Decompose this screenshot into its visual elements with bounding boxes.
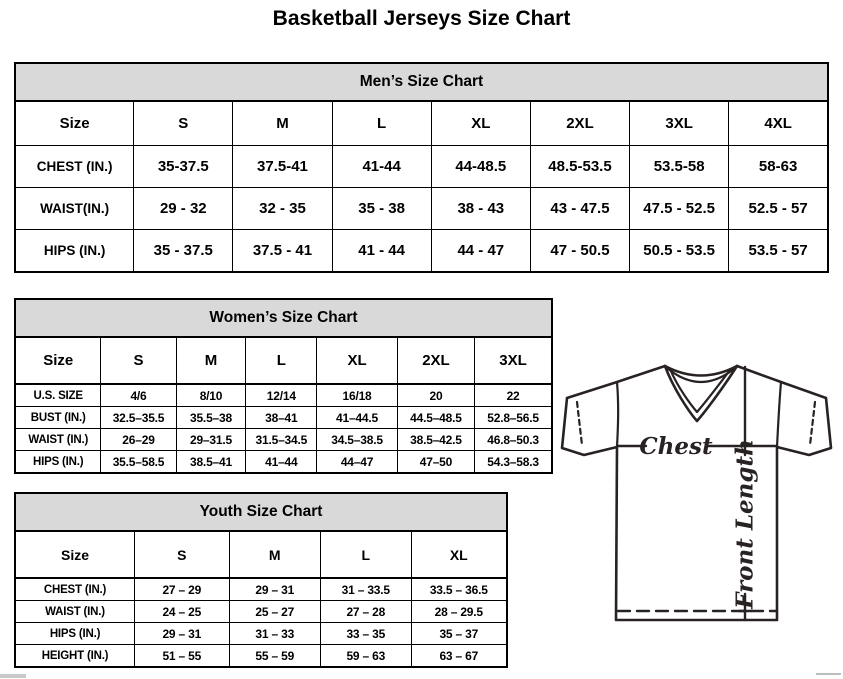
size-value-cell: 47 - 50.5	[530, 230, 629, 273]
row-label: HIPS (IN.)	[15, 623, 135, 645]
size-value-cell: 38.5–41	[176, 451, 246, 474]
size-value-cell: 59 – 63	[321, 645, 412, 668]
size-value-cell: 53.5-58	[630, 146, 729, 188]
mens-column-header: 4XL	[729, 101, 828, 146]
size-value-cell: 12/14	[246, 384, 317, 407]
size-value-cell: 28 – 29.5	[411, 601, 507, 623]
size-value-cell: 24 – 25	[135, 601, 229, 623]
size-value-cell: 44-48.5	[431, 146, 530, 188]
size-value-cell: 20	[397, 384, 474, 407]
scrollbar-fragment-left[interactable]	[0, 674, 26, 678]
mens-size-table-wrap	[14, 62, 829, 273]
size-value-cell: 32.5–35.5	[101, 407, 176, 429]
jersey-outline	[562, 366, 831, 620]
left-cuff-dashed-line	[577, 402, 582, 445]
mens-table-title: Men’s Size Chart	[15, 63, 828, 101]
size-value-cell: 33 – 35	[321, 623, 412, 645]
mens-column-header: S	[134, 101, 233, 146]
size-value-cell: 51 – 55	[135, 645, 229, 668]
size-value-cell: 41–44.5	[317, 407, 398, 429]
mens-column-header: 2XL	[530, 101, 629, 146]
row-label: WAIST(IN.)	[15, 188, 134, 230]
row-label: CHEST (IN.)	[15, 578, 135, 601]
size-value-cell: 44 - 47	[431, 230, 530, 273]
youth-column-header: M	[229, 531, 321, 578]
size-value-cell: 37.5 - 41	[233, 230, 332, 273]
left-seam-line	[617, 382, 618, 447]
mens-table-row	[15, 146, 828, 188]
youth-table-row	[15, 623, 507, 645]
right-seam-line	[777, 382, 781, 447]
youth-table-row	[15, 645, 507, 668]
page-title: Basketball Jerseys Size Chart	[272, 7, 571, 30]
womens-table-row	[15, 451, 552, 474]
womens-size-table	[14, 298, 553, 474]
size-value-cell: 41-44	[332, 146, 431, 188]
size-value-cell: 29 - 32	[134, 188, 233, 230]
youth-table-row	[15, 578, 507, 601]
size-value-cell: 41–44	[246, 451, 317, 474]
womens-table-row	[15, 429, 552, 451]
size-value-cell: 38 - 43	[431, 188, 530, 230]
size-value-cell: 22	[475, 384, 552, 407]
size-value-cell: 43 - 47.5	[530, 188, 629, 230]
youth-table-title: Youth Size Chart	[15, 493, 507, 531]
size-value-cell: 34.5–38.5	[317, 429, 398, 451]
womens-size-table-wrap	[14, 298, 553, 474]
size-value-cell: 25 – 27	[229, 601, 321, 623]
size-value-cell: 29–31.5	[176, 429, 246, 451]
size-value-cell: 31 – 33.5	[321, 578, 412, 601]
mens-table-row	[15, 230, 828, 273]
row-label: HIPS (IN.)	[15, 230, 134, 273]
mens-column-header: 3XL	[630, 101, 729, 146]
size-value-cell: 8/10	[176, 384, 246, 407]
youth-table-row	[15, 601, 507, 623]
youth-size-table-wrap	[14, 492, 508, 668]
size-value-cell: 35 - 38	[332, 188, 431, 230]
size-value-cell: 53.5 - 57	[729, 230, 828, 273]
size-value-cell: 50.5 - 53.5	[630, 230, 729, 273]
row-label: HIPS (IN.)	[15, 451, 101, 474]
size-value-cell: 47–50	[397, 451, 474, 474]
size-value-cell: 55 – 59	[229, 645, 321, 668]
row-label: CHEST (IN.)	[15, 146, 134, 188]
size-value-cell: 46.8–50.3	[475, 429, 552, 451]
row-label: WAIST (IN.)	[15, 429, 101, 451]
chest-label: Chest	[639, 433, 713, 460]
youth-column-header: L	[321, 531, 412, 578]
jersey-measurement-diagram	[558, 358, 843, 626]
size-value-cell: 52.8–56.5	[475, 407, 552, 429]
size-value-cell: 63 – 67	[411, 645, 507, 668]
size-value-cell: 35.5–58.5	[101, 451, 176, 474]
youth-size-table	[14, 492, 508, 668]
row-label: WAIST (IN.)	[15, 601, 135, 623]
size-value-cell: 26–29	[101, 429, 176, 451]
size-value-cell: 29 – 31	[229, 578, 321, 601]
size-value-cell: 4/6	[101, 384, 176, 407]
mens-column-header: L	[332, 101, 431, 146]
mens-column-header: Size	[15, 101, 134, 146]
size-value-cell: 33.5 – 36.5	[411, 578, 507, 601]
womens-table-row	[15, 407, 552, 429]
womens-column-header: 3XL	[475, 337, 552, 384]
youth-column-header: S	[135, 531, 229, 578]
row-label: HEIGHT (IN.)	[15, 645, 135, 668]
youth-column-header: Size	[15, 531, 135, 578]
youth-column-header: XL	[411, 531, 507, 578]
size-value-cell: 38–41	[246, 407, 317, 429]
size-value-cell: 35 – 37	[411, 623, 507, 645]
mens-size-table	[14, 62, 829, 273]
mens-column-header: XL	[431, 101, 530, 146]
size-value-cell: 52.5 - 57	[729, 188, 828, 230]
size-value-cell: 44.5–48.5	[397, 407, 474, 429]
size-value-cell: 31.5–34.5	[246, 429, 317, 451]
womens-column-header: L	[246, 337, 317, 384]
right-cuff-dashed-line	[810, 402, 815, 445]
row-label: BUST (IN.)	[15, 407, 101, 429]
size-value-cell: 54.3–58.3	[475, 451, 552, 474]
size-value-cell: 27 – 29	[135, 578, 229, 601]
womens-column-header: M	[176, 337, 246, 384]
womens-table-row	[15, 384, 552, 407]
womens-column-header: XL	[317, 337, 398, 384]
size-value-cell: 35 - 37.5	[134, 230, 233, 273]
size-value-cell: 35-37.5	[134, 146, 233, 188]
womens-column-header: Size	[15, 337, 101, 384]
size-value-cell: 16/18	[317, 384, 398, 407]
womens-column-header: S	[101, 337, 176, 384]
size-value-cell: 41 - 44	[332, 230, 431, 273]
size-value-cell: 58-63	[729, 146, 828, 188]
size-value-cell: 44–47	[317, 451, 398, 474]
size-value-cell: 27 – 28	[321, 601, 412, 623]
womens-column-header: 2XL	[397, 337, 474, 384]
size-value-cell: 38.5–42.5	[397, 429, 474, 451]
size-value-cell: 37.5-41	[233, 146, 332, 188]
size-value-cell: 31 – 33	[229, 623, 321, 645]
size-value-cell: 47.5 - 52.5	[630, 188, 729, 230]
mens-table-row	[15, 188, 828, 230]
front-length-label: Front Length	[731, 439, 759, 609]
size-value-cell: 32 - 35	[233, 188, 332, 230]
size-value-cell: 35.5–38	[176, 407, 246, 429]
mens-column-header: M	[233, 101, 332, 146]
size-value-cell: 29 – 31	[135, 623, 229, 645]
scrollbar-fragment-right[interactable]	[816, 673, 841, 675]
row-label: U.S. SIZE	[15, 384, 101, 407]
size-value-cell: 48.5-53.5	[530, 146, 629, 188]
womens-table-title: Women’s Size Chart	[15, 299, 552, 337]
